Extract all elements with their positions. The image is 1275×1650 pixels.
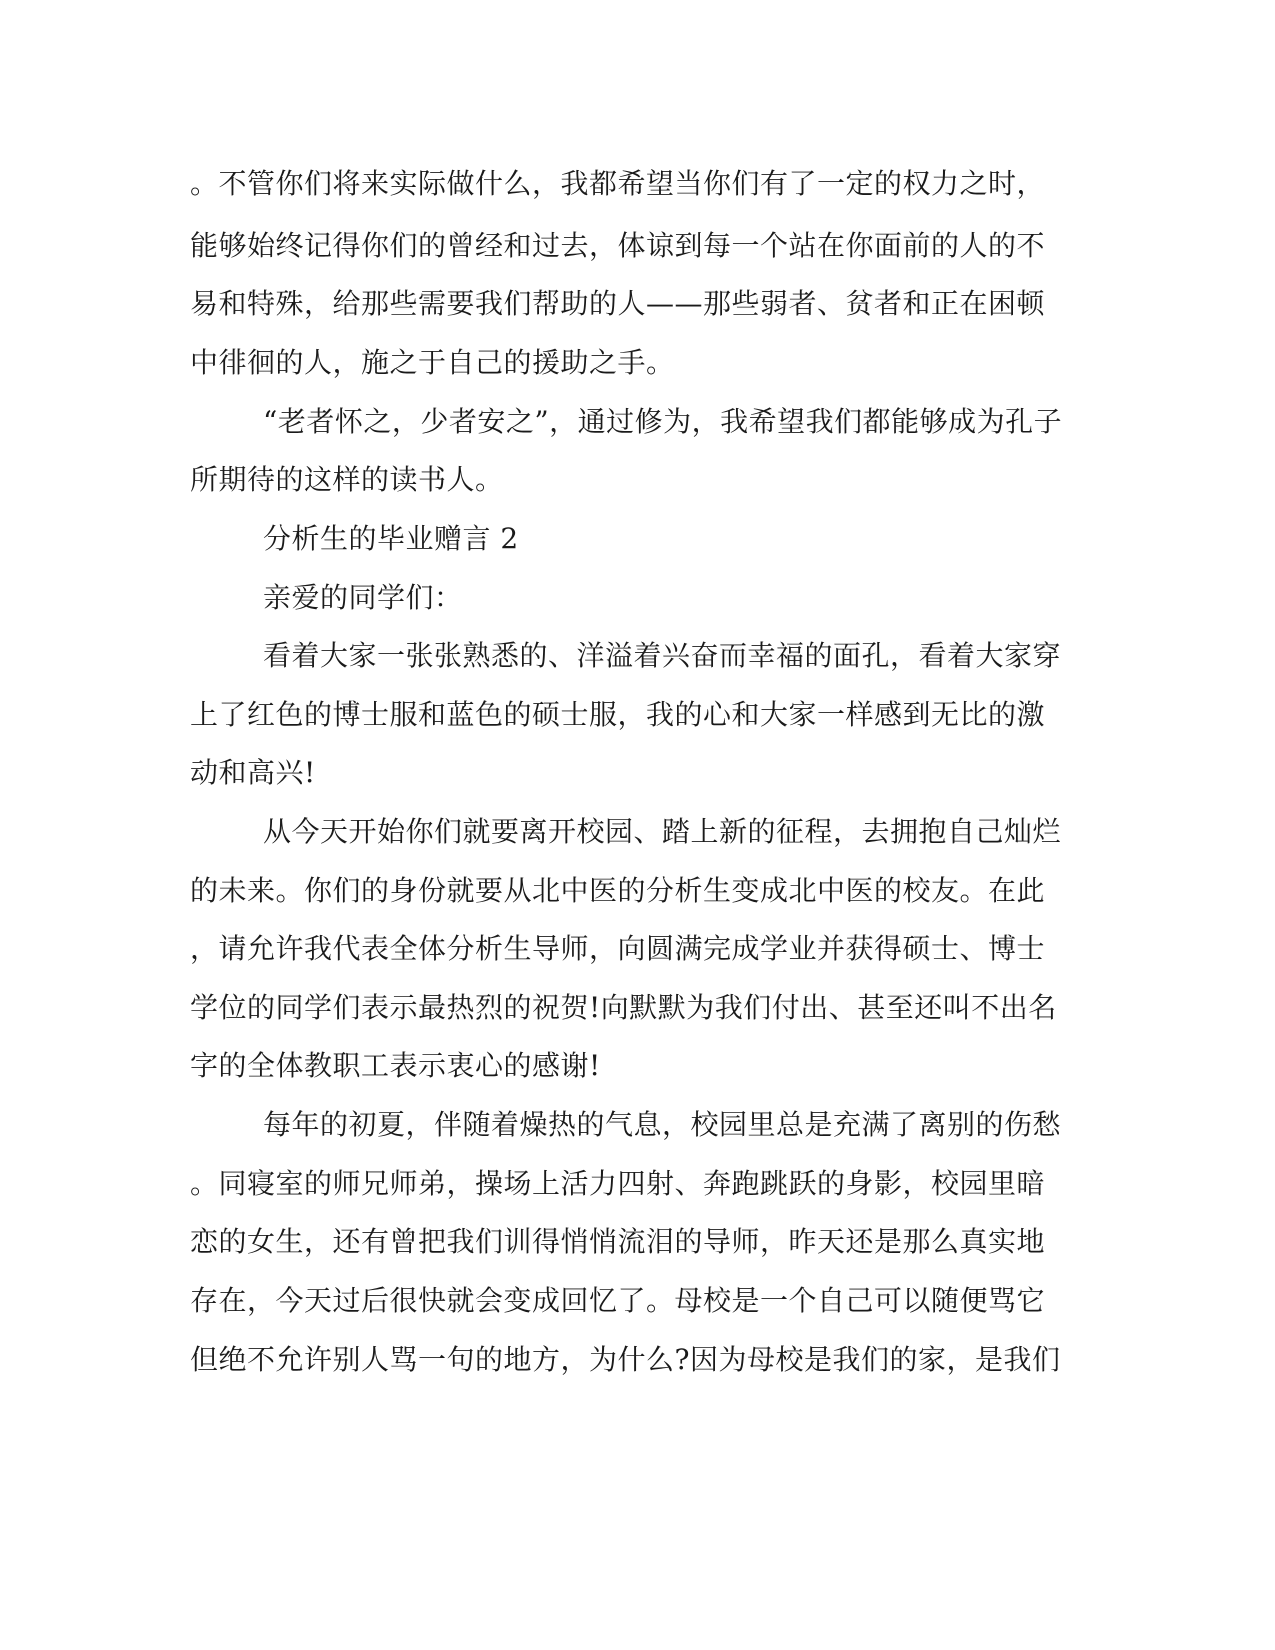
text-line: 但绝不允许别人骂一句的地方，为什么?因为母校是我们的家，是我们	[190, 1343, 1061, 1376]
text-line: 恋的女生，还有曾把我们训得悄悄流泪的导师，昨天还是那么真实地	[190, 1225, 1046, 1258]
text-line: 的未来。你们的身份就要从北中医的分析生变成北中医的校友。在此	[190, 874, 1046, 907]
text-line: 。同寝室的师兄师弟，操场上活力四射、奔跑跳跃的身影，校园里暗	[190, 1167, 1046, 1200]
section-heading: 分析生的毕业赠言 2	[263, 522, 519, 555]
text-line: 能够始终记得你们的曾经和过去，体谅到每一个站在你面前的人的不	[190, 229, 1046, 262]
text-line: 所期待的这样的读书人。	[190, 463, 504, 496]
text-line: ，请允许我代表全体分析生导师，向圆满完成学业并获得硕士、博士	[190, 932, 1046, 965]
text-line: 字的全体教职工表示衷心的感谢!	[190, 1049, 601, 1082]
text-line: 动和高兴!	[190, 756, 316, 789]
text-line: 易和特殊，给那些需要我们帮助的人——那些弱者、贫者和正在困顿	[190, 287, 1046, 320]
text-line: 。不管你们将来实际做什么，我都希望当你们有了一定的权力之时，	[190, 167, 1046, 200]
text-line: 学位的同学们表示最热烈的祝贺!向默默为我们付出、甚至还叫不出名	[190, 991, 1057, 1024]
text-line: 从今天开始你们就要离开校园、踏上新的征程，去拥抱自己灿烂	[263, 815, 1062, 848]
text-line: 存在，今天过后很快就会变成回忆了。母校是一个自己可以随便骂它	[190, 1284, 1046, 1317]
text-line: 看着大家一张张熟悉的、洋溢着兴奋而幸福的面孔，看着大家穿	[263, 639, 1062, 672]
text-line: 上了红色的博士服和蓝色的硕士服，我的心和大家一样感到无比的激	[190, 698, 1046, 731]
text-line: 每年的初夏，伴随着燥热的气息，校园里总是充满了离别的伤愁	[263, 1108, 1062, 1141]
salutation: 亲爱的同学们：	[263, 581, 463, 614]
text-line: 中徘徊的人，施之于自己的援助之手。	[190, 346, 675, 379]
text-line: “老者怀之，少者安之”，通过修为，我希望我们都能够成为孔子	[263, 405, 1063, 438]
